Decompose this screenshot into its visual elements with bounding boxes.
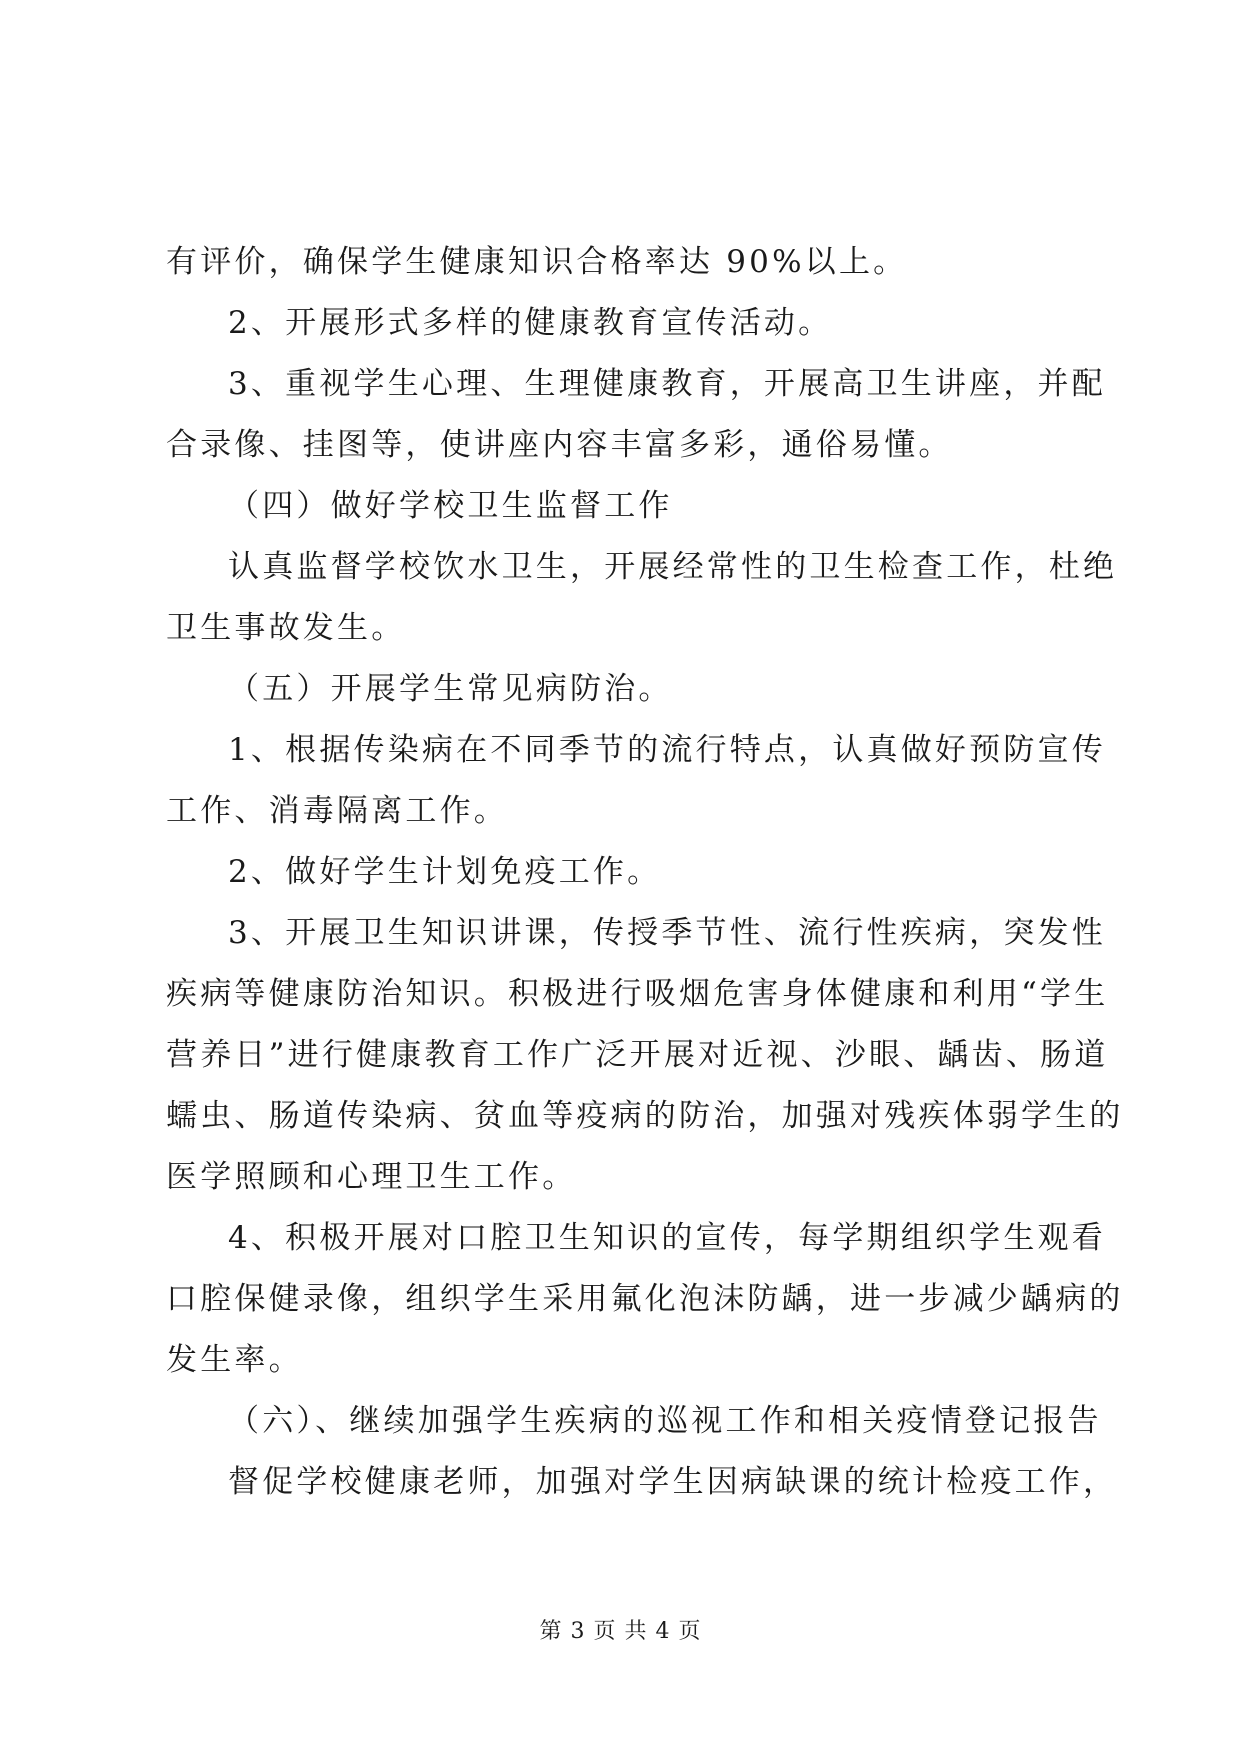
- section-heading: （六）、继续加强学生疾病的巡视工作和相关疫情登记报告: [228, 1403, 1102, 1439]
- text-line: 医学照顾和心理卫生工作。: [166, 1159, 577, 1195]
- section-heading: （五）开展学生常见病防治。: [228, 671, 673, 707]
- text-line: 认真监督学校饮水卫生，开展经常性的卫生检查工作，杜绝: [228, 549, 1118, 585]
- text-line: 营养日”进行健康教育工作广泛开展对近视、沙眼、龋齿、肠道: [166, 1037, 1109, 1073]
- text-line: 口腔保健录像，组织学生采用氟化泡沫防龋，进一步减少龋病的: [166, 1281, 1124, 1317]
- text-line: 蠕虫、肠道传染病、贫血等疫病的防治，加强对残疾体弱学生的: [166, 1098, 1124, 1134]
- section-heading: （四）做好学校卫生监督工作: [228, 488, 673, 524]
- text-line: 1、根据传染病在不同季节的流行特点，认真做好预防宣传: [228, 732, 1106, 768]
- text-line: 合录像、挂图等，使讲座内容丰富多彩，通俗易懂。: [166, 427, 953, 463]
- text-line: 4、积极开展对口腔卫生知识的宣传，每学期组织学生观看: [228, 1220, 1106, 1256]
- text-line: 发生率。: [166, 1342, 303, 1378]
- text-line: 3、开展卫生知识讲课，传授季节性、流行性疾病，突发性: [228, 915, 1106, 951]
- document-body: [166, 232, 1124, 1513]
- text-line: 疾病等健康防治知识。积极进行吸烟危害身体健康和利用“学生: [166, 976, 1109, 1012]
- page-number-footer: 第 3 页 共 4 页: [539, 1619, 702, 1644]
- text-line: 3、重视学生心理、生理健康教育，开展高卫生讲座，并配: [228, 366, 1106, 402]
- text-line: 有评价，确保学生健康知识合格率达 90%以上。: [166, 244, 908, 280]
- text-line: 督促学校健康老师，加强对学生因病缺课的统计检疫工作，: [228, 1464, 1118, 1500]
- text-line: 2、开展形式多样的健康教育宣传活动。: [228, 305, 833, 341]
- text-line: 2、做好学生计划免疫工作。: [228, 854, 662, 890]
- text-line: 卫生事故发生。: [166, 610, 406, 646]
- text-line: 工作、消毒隔离工作。: [166, 793, 508, 829]
